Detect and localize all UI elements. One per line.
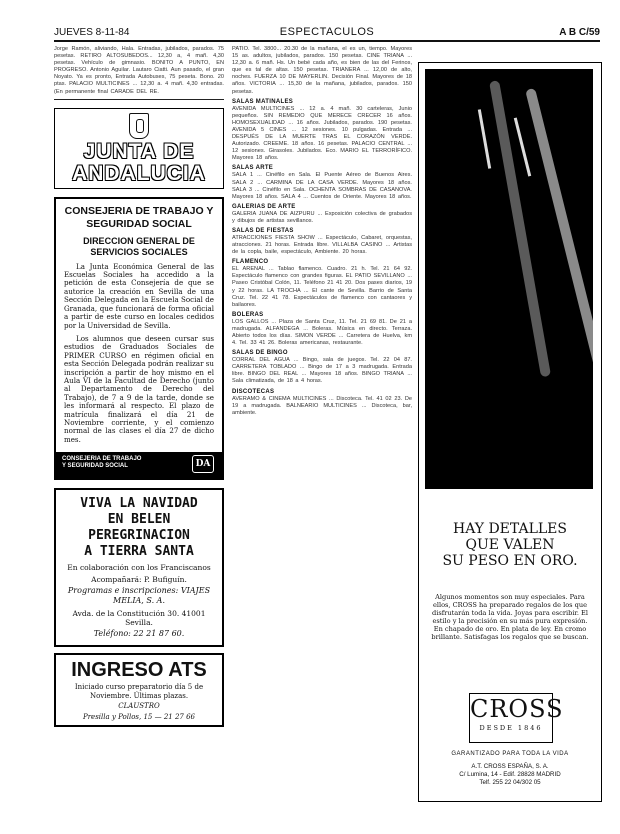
divider (54, 99, 224, 100)
consejeria-paragraph-2: Los alumnos que deseen cursar sus estudios de Graduados Sociales de PRIMER CURSO en régimen oficial en esta Sección Delegada podrán realizar su inscripción a partir de hoy mismo en el Aula VI de la Facultad de Derecho (junto al Departamento de Derecho del Trabajo), de 7 a 9 de la tarde, donde se les informará al respecto. El plazo de matrícula finalizará el día 21 de Noviembre corriente, y el comienzo normal de las clases el día 27 de dicho mes. (64, 333, 214, 444)
section-salas-matinales: SALAS MATINALES (232, 98, 294, 105)
ingreso-line1: Iniciado curso preparatorio día 5 de Noviembre. Últimas plazas. (74, 683, 204, 700)
navidad-line2: EN BELEN (107, 512, 171, 528)
navidad-line7: Programas e inscripciones: VIAJES MELIA, S. A. (67, 586, 211, 606)
section-salas-fiestas: SALAS DE FIESTAS (232, 227, 294, 234)
listings-matinales: AVENIDA MULTICINES ... 12 a. 4 mañ. 30 carteleras, Junio pequeños. SIN REMEDIO QUE MERECE CRECER 16 años. HOMOSEXUALIDAD ... 16 años. Jubilados, parados. 190 pesetas. AVENIDA 5 CINES ... 12 sesiones. 10 pulgadas. Entrada ... DESPUÉS DE LA MUERTE TRAS EL CORAZÓN VERDE. Autorizado. CREEME. 18 años. 16 pesetas. PALACIO CENTRAL ... 12 sesiones. Girasoles. Jubilados. Eco. MARIO EL TERRORÍFICO. Mayores 18 años. (232, 105, 412, 162)
header-page-number: A B C/59 (559, 27, 600, 38)
cross-logo (469, 693, 564, 743)
header-section: ESPECTACULOS (279, 26, 375, 38)
listings-fiestas: ATRACCIONES FIESTA SHOW ... Espectáculo, Cabaret, orquestas, atracciones. 21 horas. Entrada libre. VILLALBA CASINO ... Artistas de la copla, baile, espectáculo, Ambiente. 20 horas. (232, 234, 412, 256)
cross-address-line3: Telf. 255 22 04/302 05 (479, 779, 541, 786)
cross-headline-line3: SU PESO EN ORO. (442, 553, 578, 569)
section-bingo: SALAS DE BINGO (232, 350, 288, 357)
navidad-line3: PEREGRINACION (88, 528, 190, 544)
section-salas-arte: SALAS ARTE (232, 165, 274, 172)
navidad-line5: En colaboración con los Franciscanos (67, 563, 211, 573)
navidad-ad (54, 488, 224, 647)
navidad-line6: Acompañará: P. Bufiguín. (91, 575, 187, 585)
consejeria-footer-line2: Y SEGURIDAD SOCIAL (62, 463, 128, 470)
header-date: JUEVES 8-11-84 (54, 27, 130, 38)
navidad-line4: A TIERRA SANTA (84, 544, 194, 560)
page-header (54, 26, 600, 42)
consejeria-subtitle: DIRECCION GENERAL DE SERVICIOS SOCIALES (83, 235, 195, 257)
listings-top: PATIO. Tel. 3800... 20.30 de la mañana, el es un, tiempo. Mayores 15 as. adultos, jubilados, parados. 150 pesetas. CINE TRIANA ... 12,30 a. 6 mañ. Hs. Un bebé cada año, es bien de las del Ferinos, que es tal de altas. 150 pesetas. TRIANERA ... 12,00 de alto, noches. FUERZA 10 DE MAYERLIN. Decisión Final. Mayores de 18 años. VICTORIA ... 15,30 de la mañana, jubilados, parados. 150 pesetas. (232, 46, 412, 95)
consejeria-footer-line1: CONSEJERIA DE TRABAJO (62, 456, 142, 463)
section-flamenco: FLAMENCO (232, 259, 269, 266)
navidad-line8: Avda. de la Constitución 30. 41001 Sevilla. (72, 609, 206, 628)
junta-andalucia-ad (54, 108, 224, 189)
consejeria-title: CONSEJERIA DE TRABAJO Y SEGURIDAD SOCIAL (64, 204, 214, 230)
ingreso-title: INGRESO ATS (71, 659, 207, 682)
consejeria-logo-icon: DA (192, 455, 214, 473)
section-galerias: GALERIAS DE ARTE (232, 203, 296, 210)
section-discotecas: DISCOTECAS (232, 388, 275, 395)
cross-slogan: GARANTIZADO PARA TODA LA VIDA (451, 751, 569, 757)
ingreso-line3: Presilla y Pollos, 15 — 21 27 66 (83, 712, 195, 721)
consejeria-notice (54, 197, 224, 481)
andalucia-shield-icon (129, 113, 149, 139)
listings-flamenco: EL ARENAL ... Tablao flamenco. Cuadro. 21 h. Tel. 21 64 92. Espectáculo flamenco con grandes figuras. EL PATIO SEVILLANO ... Paseo Cristóbal Colón, 11. Teléfono 21 41 20. Dos pases diarios, 19 y 22 horas. LA TROCHA ... El cante de Sevilla. Barrio de Santa Cruz. Tel. 22 41 78. Espectáculos de flamenco con cantaores y bailaores. (232, 266, 412, 308)
listings-bingo: CORRAL DEL AGUA ... Bingo, sala de juegos. Tel. 22 04 87. CARRETERA TOBLADO ... Bingo de 17 a 3 madrugada. Entrada libre. BINGO DEL REAL ... Mayores 18 años. BINGO TRIANA ... Sala climatizada, de 18 a 4 horas. (232, 357, 412, 385)
listings-discotecas: AVERAMO & CINEMA MULTICINES ... Discoteca. Tel. 41 02 23. De 19 a madrugada. BALNEARIO MULTICINES ... Discoteca, bar, ambiente. (232, 395, 412, 416)
consejeria-footer (56, 452, 222, 478)
cinema-listings-top: Jorge Ramón, aliviando, Hala. Entradas, jubilados, parados. 75 pesetas. RETIRO ALTOSUBEDOS... 12,30 a, 4 mañ. 4,30 pesetas. Vehículo de gimnasio. BONITO A PUNTO, EN PROGRESO. Antonio Aguilar. Lautaro Ciatti. Aun pasado, el gran Noyato. Ya es pronto, Entrada Autobuses, 75 peseta. Bono. 20 ptas. PALACIO MULTICINES ... 12,30 a. 4 mañ. 4,30 entradas. (En permanente final CARADE DEL RE. (54, 46, 224, 95)
navidad-line1: VIVA LA NAVIDAD (80, 496, 198, 512)
listings-galerias: GALERIA JUANA DE AIZPURU ... Exposición colectiva de grabados y dibujos de artistas sevillanos. (232, 210, 412, 224)
consejeria-paragraph-1: La Junta Económica General de las Escuelas Sociales ha accedido a la petición de esta Consejería de que se autorice la creación en Sevilla de una Sección Delegada en la Escuela Social de Granada, que funcionará de forma oficial a partir de este curso en locales cedidos por la Universidad de Sevilla. (64, 261, 214, 330)
column-left (54, 46, 224, 834)
cross-address-line1: A.T. CROSS ESPAÑA, S. A. (471, 763, 549, 770)
navidad-line9: Teléfono: 22 21 87 60. (93, 629, 185, 639)
listings-boleras: LOS GALLOS ... Plaza de Santa Cruz, 11. Tel. 21 69 81. De 21 a madrugada. ALFANDEGA ... Boleras. Música en directo. Terraza. Abierto todos los días. SIMON VERDE ... Carretera de Huelva, km 4. Tel. 33 41 26. Boleras americanas, restaurante. (232, 318, 412, 347)
pen-clip-icon (478, 109, 491, 169)
ingreso-line2: CLAUSTRO (118, 702, 160, 711)
cross-body-text: Algunos momentos son muy especiales. Para ellos, CROSS ha preparado regalos de los que disfrutarán toda la vida. Joyas para escribir. El estilo y la precisión en su más pura expresión. En chapado de oro. En plata de ley. En cromo brillante. Satisfagas los regalos que se buscan. (431, 593, 589, 641)
pen-clip-icon (514, 118, 531, 177)
cross-logo-since: DESDE 1846 (479, 724, 543, 732)
cross-pens-photo (425, 69, 593, 489)
cross-pen-ad (418, 62, 602, 802)
ingreso-ats-ad (54, 653, 224, 727)
cross-address (419, 763, 601, 787)
cross-headline-line2: QUE VALEN (465, 537, 555, 553)
junta-title-line2: ANDALUCIA (72, 161, 206, 185)
cross-headline-line1: HAY DETALLES (453, 521, 567, 537)
cross-logo-name: CROSS (470, 695, 564, 723)
cross-address-line2: C/ Lumina, 14 - Edif. 28828 MADRID (459, 771, 561, 778)
section-boleras: BOLERAS (232, 311, 264, 318)
junta-title-line1: JUNTA DE (83, 139, 195, 163)
cross-headline (425, 521, 595, 569)
listings-arte: SALA 1 ... Cinéfilo en Sala. El Puente Aéreo de Buenos Aires. SALA 2 ... CARMINA DE LA CASA VERDE. Mayores 18 años. SALA 3 ... Cinéfilo en Sala. OCHENTA SOMBRAS DE CASANOVA. Mayores 18 años. SALA 4 ... Cuentos de Oriente. Mayores 18 años. (232, 172, 412, 200)
column-middle (232, 46, 412, 834)
